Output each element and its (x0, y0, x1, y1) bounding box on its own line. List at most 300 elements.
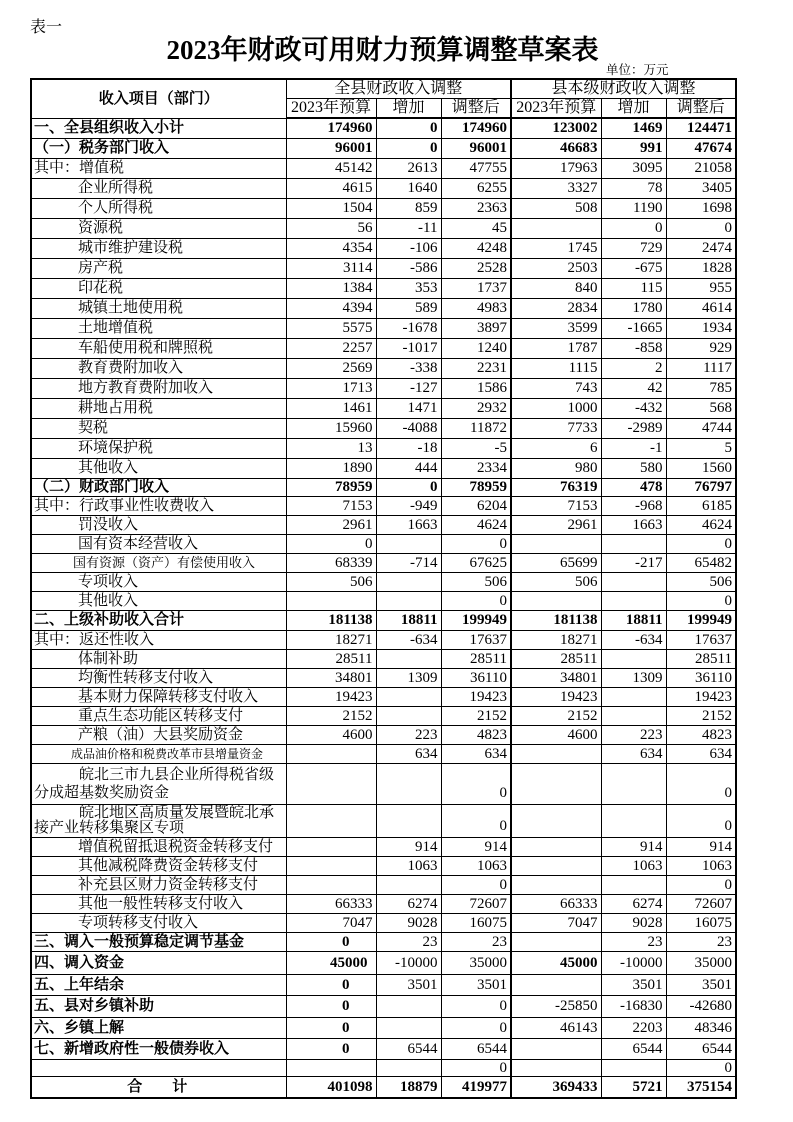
row-label: 国有资本经营收入 (31, 534, 286, 553)
cell-value: 0 (666, 763, 736, 804)
cell-value: 1240 (441, 338, 511, 358)
table-row (31, 951, 736, 974)
cell-value: -25850 (511, 995, 601, 1017)
table-row (31, 138, 736, 158)
row-label: 重点生态功能区转移支付 (31, 706, 286, 725)
row-label: 体制补助 (31, 649, 286, 668)
cell-value: 48346 (666, 1017, 736, 1038)
cell-value: 18879 (376, 1076, 441, 1098)
cell-value: 840 (511, 278, 601, 298)
cell-value (286, 763, 376, 804)
cell-value: 1560 (666, 458, 736, 478)
cell-value: 0 (666, 875, 736, 894)
row-label: 一、全县组织收入小计 (31, 118, 286, 138)
cell-value: 21058 (666, 158, 736, 178)
cell-value (601, 572, 666, 591)
row-label: 车船使用税和牌照税 (31, 338, 286, 358)
cell-value: 7733 (511, 418, 601, 438)
cell-value: 19423 (441, 687, 511, 706)
cell-value (601, 1059, 666, 1076)
cell-value: -949 (376, 496, 441, 515)
cell-value: 1640 (376, 178, 441, 198)
table-number-label: 表一 (30, 19, 63, 36)
row-label: 城镇土地使用税 (31, 298, 286, 318)
row-label (31, 1059, 286, 1076)
row-label: 皖北地区高质量发展暨皖北承 接产业转移集聚区专项 (31, 804, 286, 837)
cell-value (511, 1038, 601, 1059)
county-level-group-header: 县本级财政收入调整 (511, 79, 736, 98)
cell-value: 0 (441, 804, 511, 837)
cell-value: -10000 (601, 951, 666, 974)
row-label: 环境保护税 (31, 438, 286, 458)
cell-value: 6 (511, 438, 601, 458)
row-label: 专项转移支付收入 (31, 913, 286, 932)
row-label: 均衡性转移支付收入 (31, 668, 286, 687)
cell-value: 5575 (286, 318, 376, 338)
cell-value: 17637 (441, 630, 511, 649)
county-group-header: 全县财政收入调整 (286, 79, 511, 98)
cell-value: 65482 (666, 553, 736, 572)
cell-value: 0 (441, 763, 511, 804)
cell-value (511, 932, 601, 951)
cell-value: -1678 (376, 318, 441, 338)
cell-value: 47674 (666, 138, 736, 158)
cell-value: 375154 (666, 1076, 736, 1098)
cell-value: 0 (666, 591, 736, 610)
cell-value: 72607 (666, 894, 736, 913)
cell-value: 2613 (376, 158, 441, 178)
cell-value: -1017 (376, 338, 441, 358)
cell-value: 2152 (666, 706, 736, 725)
table-row (31, 118, 736, 138)
cell-value: 508 (511, 198, 601, 218)
cell-value: 0 (601, 218, 666, 238)
cell-value (601, 763, 666, 804)
cell-value: 2152 (286, 706, 376, 725)
cell-value: 0 (441, 1059, 511, 1076)
cell-value: -634 (601, 630, 666, 649)
table-row (31, 553, 736, 572)
cell-value: 0 (666, 1059, 736, 1076)
cell-value: 729 (601, 238, 666, 258)
cell-value: 0 (376, 138, 441, 158)
cell-value: 199949 (441, 610, 511, 630)
cell-value: 3095 (601, 158, 666, 178)
cell-value: 6274 (601, 894, 666, 913)
cell-value: 785 (666, 378, 736, 398)
cell-value: 67625 (441, 553, 511, 572)
cell-value: 65699 (511, 553, 601, 572)
table-row (31, 687, 736, 706)
cell-value (286, 856, 376, 875)
cell-value: 23 (376, 932, 441, 951)
cell-value: 76319 (511, 478, 601, 496)
cell-value: 1698 (666, 198, 736, 218)
cell-value: 1469 (601, 118, 666, 138)
cell-value: 1890 (286, 458, 376, 478)
row-label: 其中：增值税 (31, 158, 286, 178)
cell-value: 4600 (511, 725, 601, 744)
cell-value: -2989 (601, 418, 666, 438)
table-row (31, 398, 736, 418)
cell-value: 4248 (441, 238, 511, 258)
cell-value: 3599 (511, 318, 601, 338)
table-row (31, 1017, 736, 1038)
row-label: 房产税 (31, 258, 286, 278)
table-row (31, 875, 736, 894)
table-row (31, 744, 736, 763)
cell-value: 5 (666, 438, 736, 458)
cell-value: 4614 (666, 298, 736, 318)
cell-value: 47755 (441, 158, 511, 178)
cell-value: 3405 (666, 178, 736, 198)
cell-value: 16075 (666, 913, 736, 932)
cell-value: 4744 (666, 418, 736, 438)
row-label: 契税 (31, 418, 286, 438)
table-row (31, 974, 736, 995)
table-row (31, 610, 736, 630)
cell-value: 0 (441, 591, 511, 610)
cell-value: -1 (601, 438, 666, 458)
cell-value: 1461 (286, 398, 376, 418)
table-row (31, 932, 736, 951)
cell-value: 1663 (601, 515, 666, 534)
cell-value: 1063 (441, 856, 511, 875)
cell-value: 2474 (666, 238, 736, 258)
row-label: 其他收入 (31, 458, 286, 478)
cell-value: 45142 (286, 158, 376, 178)
cell-value: 444 (376, 458, 441, 478)
cell-value (601, 534, 666, 553)
cell-value: 45000 (286, 951, 376, 974)
cell-value: 36110 (666, 668, 736, 687)
table-row (31, 856, 736, 875)
cell-value: 28511 (511, 649, 601, 668)
cell-value: 4823 (441, 725, 511, 744)
cell-value: 19423 (511, 687, 601, 706)
row-label: 成品油价格和税费改革市县增量资金 (31, 744, 286, 763)
cell-value: 34801 (511, 668, 601, 687)
cell-value: 634 (441, 744, 511, 763)
cell-value (511, 1059, 601, 1076)
cell-value: 6274 (376, 894, 441, 913)
cell-value (511, 591, 601, 610)
cell-value: 76797 (666, 478, 736, 496)
cell-value: 2569 (286, 358, 376, 378)
cell-value: -4088 (376, 418, 441, 438)
row-label: （一）税务部门收入 (31, 138, 286, 158)
cell-value: 6544 (601, 1038, 666, 1059)
table-header (31, 79, 736, 118)
row-label: 城市维护建设税 (31, 238, 286, 258)
row-label: 六、乡镇上解 (31, 1017, 286, 1038)
cell-value (376, 1059, 441, 1076)
cell-value: -586 (376, 258, 441, 278)
cell-value: 9028 (601, 913, 666, 932)
cell-value (376, 534, 441, 553)
row-label: （二）财政部门收入 (31, 478, 286, 496)
cell-value: 3897 (441, 318, 511, 338)
cell-value: 0 (376, 478, 441, 496)
cell-value: 1780 (601, 298, 666, 318)
cell-value: 589 (376, 298, 441, 318)
table-row (31, 458, 736, 478)
row-label: 皖北三市九县企业所得税省级 分成超基数奖励资金 (31, 763, 286, 804)
cell-value: 96001 (441, 138, 511, 158)
cell-value: 1828 (666, 258, 736, 278)
cell-value: -217 (601, 553, 666, 572)
cell-value: -675 (601, 258, 666, 278)
cell-value: 506 (666, 572, 736, 591)
cell-value: 78 (601, 178, 666, 198)
cell-value (511, 763, 601, 804)
cell-value (511, 804, 601, 837)
cell-value: 0 (376, 118, 441, 138)
table-row (31, 438, 736, 458)
cell-value: 15960 (286, 418, 376, 438)
cell-value: 181138 (286, 610, 376, 630)
cell-value: 3501 (441, 974, 511, 995)
cell-value (376, 706, 441, 725)
cell-value: 0 (286, 974, 376, 995)
item-column-header: 收入项目（部门） (31, 79, 286, 118)
cell-value: 34801 (286, 668, 376, 687)
cell-value: 506 (511, 572, 601, 591)
cell-value: 4615 (286, 178, 376, 198)
cell-value (511, 534, 601, 553)
cell-value: 2257 (286, 338, 376, 358)
cell-value: -106 (376, 238, 441, 258)
table-row (31, 358, 736, 378)
cell-value: 19423 (666, 687, 736, 706)
cell-value: -714 (376, 553, 441, 572)
row-label: 增值税留抵退税资金转移支付 (31, 837, 286, 856)
table-row (31, 995, 736, 1017)
cell-value: 991 (601, 138, 666, 158)
cell-value (511, 744, 601, 763)
cell-value (376, 763, 441, 804)
cell-value (511, 974, 601, 995)
cell-value (601, 687, 666, 706)
cell-value: 66333 (511, 894, 601, 913)
sub-column-header-adjusted: 调整后 (666, 98, 736, 118)
cell-value: 1309 (376, 668, 441, 687)
cell-value: 1737 (441, 278, 511, 298)
cell-value (511, 218, 601, 238)
cell-value (286, 591, 376, 610)
cell-value: 6544 (376, 1038, 441, 1059)
cell-value: 36110 (441, 668, 511, 687)
table-row (31, 298, 736, 318)
cell-value (601, 875, 666, 894)
cell-value: -968 (601, 496, 666, 515)
cell-value (376, 649, 441, 668)
cell-value: 914 (666, 837, 736, 856)
table-row (31, 804, 736, 837)
header-row (31, 79, 736, 98)
table-row (31, 418, 736, 438)
cell-value: 7153 (286, 496, 376, 515)
cell-value: 634 (601, 744, 666, 763)
cell-value: 1504 (286, 198, 376, 218)
cell-value: 3114 (286, 258, 376, 278)
cell-value: 2528 (441, 258, 511, 278)
row-label: 四、调入资金 (31, 951, 286, 974)
cell-value: 46143 (511, 1017, 601, 1038)
sub-column-header-adjusted: 调整后 (441, 98, 511, 118)
cell-value: 506 (441, 572, 511, 591)
total-row (31, 1076, 736, 1098)
table-row (31, 837, 736, 856)
cell-value: 223 (376, 725, 441, 744)
row-label: 教育费附加收入 (31, 358, 286, 378)
cell-value: 6544 (441, 1038, 511, 1059)
cell-value: 1000 (511, 398, 601, 418)
budget-adjustment-table (30, 78, 737, 1099)
cell-value: 0 (441, 534, 511, 553)
sub-column-header-increase: 增加 (376, 98, 441, 118)
cell-value: 115 (601, 278, 666, 298)
cell-value: 0 (286, 932, 376, 951)
cell-value: 66333 (286, 894, 376, 913)
cell-value: 18811 (601, 610, 666, 630)
cell-value: 2334 (441, 458, 511, 478)
cell-value (511, 875, 601, 894)
row-label: 土地增值税 (31, 318, 286, 338)
table-row (31, 158, 736, 178)
cell-value: 46683 (511, 138, 601, 158)
cell-value: 2503 (511, 258, 601, 278)
cell-value: 174960 (286, 118, 376, 138)
cell-value (601, 706, 666, 725)
cell-value: 123002 (511, 118, 601, 138)
table-row (31, 478, 736, 496)
row-label: 其他减税降费资金转移支付 (31, 856, 286, 875)
cell-value: 634 (666, 744, 736, 763)
cell-value: 223 (601, 725, 666, 744)
cell-value: 1471 (376, 398, 441, 418)
cell-value: 401098 (286, 1076, 376, 1098)
table-row (31, 591, 736, 610)
cell-value (286, 837, 376, 856)
cell-value: 0 (666, 218, 736, 238)
row-label: 五、县对乡镇补助 (31, 995, 286, 1017)
cell-value: 9028 (376, 913, 441, 932)
cell-value: 13 (286, 438, 376, 458)
table-row (31, 258, 736, 278)
cell-value (511, 856, 601, 875)
cell-value: 28511 (441, 649, 511, 668)
cell-value: 45000 (511, 951, 601, 974)
cell-value: 2231 (441, 358, 511, 378)
cell-value: 78959 (441, 478, 511, 496)
cell-value: 634 (376, 744, 441, 763)
cell-value: 3501 (376, 974, 441, 995)
cell-value: 3501 (601, 974, 666, 995)
cell-value: 78959 (286, 478, 376, 496)
row-label: 其他一般性转移支付收入 (31, 894, 286, 913)
table-row (31, 198, 736, 218)
cell-value: 7153 (511, 496, 601, 515)
cell-value: 743 (511, 378, 601, 398)
cell-value: 4624 (666, 515, 736, 534)
cell-value: 955 (666, 278, 736, 298)
cell-value: 1384 (286, 278, 376, 298)
cell-value: 1663 (376, 515, 441, 534)
cell-value: 3501 (666, 974, 736, 995)
cell-value: 45 (441, 218, 511, 238)
row-label: 七、新增政府性一般债券收入 (31, 1038, 286, 1059)
row-label: 五、上年结余 (31, 974, 286, 995)
row-label: 其他收入 (31, 591, 286, 610)
row-label: 三、调入一般预算稳定调节基金 (31, 932, 286, 951)
row-label: 地方教育费附加收入 (31, 378, 286, 398)
cell-value: 181138 (511, 610, 601, 630)
sub-column-header-budget: 2023年预算 (511, 98, 601, 118)
row-label: 基本财力保障转移支付收入 (31, 687, 286, 706)
cell-value: 17963 (511, 158, 601, 178)
cell-value (376, 804, 441, 837)
cell-value: 4983 (441, 298, 511, 318)
table-row (31, 725, 736, 744)
cell-value: 914 (601, 837, 666, 856)
cell-value: 1309 (601, 668, 666, 687)
cell-value (601, 649, 666, 668)
cell-value: 980 (511, 458, 601, 478)
cell-value: 124471 (666, 118, 736, 138)
cell-value: 23 (441, 932, 511, 951)
cell-value: 4624 (441, 515, 511, 534)
cell-value: 19423 (286, 687, 376, 706)
table-row (31, 706, 736, 725)
table-row (31, 630, 736, 649)
sub-column-header-budget: 2023年预算 (286, 98, 376, 118)
cell-value: 72607 (441, 894, 511, 913)
cell-value: 478 (601, 478, 666, 496)
cell-value: 2152 (511, 706, 601, 725)
row-label: 企业所得税 (31, 178, 286, 198)
cell-value: 2961 (511, 515, 601, 534)
table-row (31, 668, 736, 687)
cell-value: 0 (286, 995, 376, 1017)
table-row (31, 318, 736, 338)
cell-value: 3327 (511, 178, 601, 198)
cell-value (511, 837, 601, 856)
cell-value (376, 572, 441, 591)
sub-column-header-increase: 增加 (601, 98, 666, 118)
cell-value (286, 875, 376, 894)
cell-value: 0 (286, 1017, 376, 1038)
table-row (31, 178, 736, 198)
cell-value: -432 (601, 398, 666, 418)
cell-value: 4823 (666, 725, 736, 744)
cell-value: 0 (441, 995, 511, 1017)
cell-value: 18271 (286, 630, 376, 649)
cell-value: 0 (666, 534, 736, 553)
cell-value: 174960 (441, 118, 511, 138)
cell-value: 506 (286, 572, 376, 591)
cell-value: 4394 (286, 298, 376, 318)
cell-value: 0 (286, 1038, 376, 1059)
cell-value: -18 (376, 438, 441, 458)
cell-value: 6255 (441, 178, 511, 198)
table-row (31, 763, 736, 804)
cell-value: -127 (376, 378, 441, 398)
cell-value: 4600 (286, 725, 376, 744)
row-label: 专项收入 (31, 572, 286, 591)
cell-value: 56 (286, 218, 376, 238)
row-label: 印花税 (31, 278, 286, 298)
